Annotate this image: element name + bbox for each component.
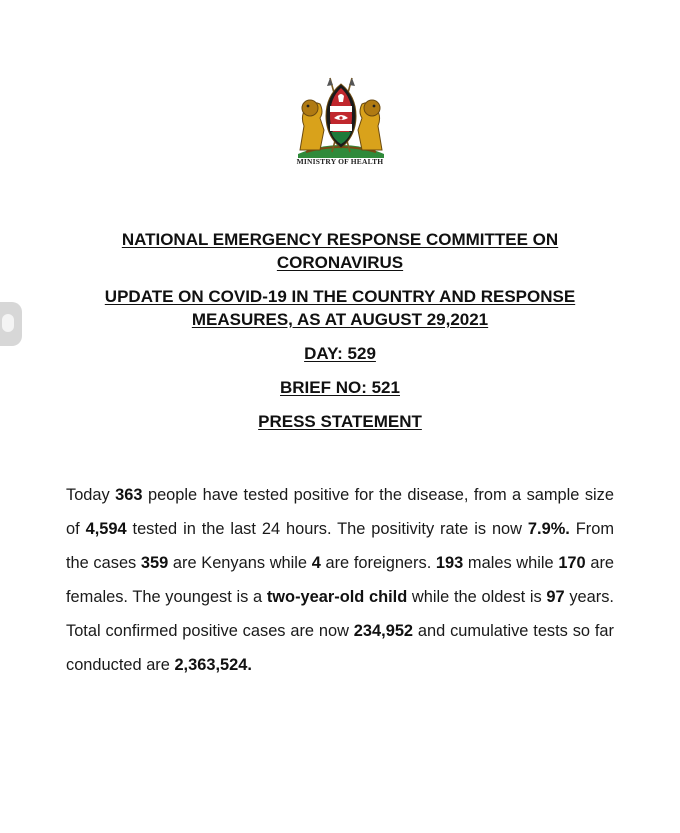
youngest-age: two-year-old child <box>266 588 408 606</box>
total-cases-count: 234,952 <box>353 622 414 640</box>
positivity-rate: 7.9%. <box>527 520 570 538</box>
text-span: people have tested positive for the disease, from a sample size of <box>66 486 614 538</box>
text-span: are foreigners. <box>320 554 436 572</box>
kenyans-count: 359 <box>140 554 169 572</box>
ministry-name: MINISTRY OF HEALTH <box>296 157 384 166</box>
committee-title-line2: CORONAVIRUS <box>276 253 404 272</box>
text-span: males while <box>463 554 559 572</box>
text-span: years. Total confirmed positive cases are now <box>66 588 614 640</box>
text-span: and cumulative tests so far conducted are <box>66 622 615 674</box>
text-span: are females. The youngest is a <box>66 554 615 606</box>
sample-size-count: 4,594 <box>85 520 127 538</box>
update-title-line1: UPDATE ON COVID-19 IN THE COUNTRY AND RESPONSE <box>104 287 576 306</box>
brief-label: BRIEF NO: 521 <box>280 378 400 397</box>
day-number <box>0 342 680 365</box>
positive-today-count: 363 <box>115 486 143 504</box>
text-span: From the cases <box>66 520 614 572</box>
text-span: tested in the last 24 hours. The positivity rate is now <box>126 520 528 538</box>
foreigners-count: 4 <box>311 554 321 572</box>
text-span: while the oldest is <box>407 588 547 606</box>
statement-paragraph <box>66 478 614 682</box>
text-span: are Kenyans while <box>168 554 312 572</box>
oldest-age: 97 <box>546 588 565 606</box>
committee-title <box>0 228 680 274</box>
text-span: Today <box>66 486 116 504</box>
females-count: 170 <box>558 554 586 572</box>
males-count: 193 <box>435 554 464 572</box>
update-title <box>0 285 680 331</box>
total-tests-count: 2,363,524. <box>174 656 252 674</box>
day-label: DAY: 529 <box>304 344 376 363</box>
update-title-line2: MEASURES, AS AT AUGUST 29,2021 <box>191 310 489 329</box>
committee-title-line1: NATIONAL EMERGENCY RESPONSE COMMITTEE ON <box>121 230 559 249</box>
brief-number <box>0 376 680 399</box>
press-statement-label: PRESS STATEMENT <box>258 412 422 431</box>
kenya-coat-of-arms-icon <box>286 72 396 162</box>
press-statement <box>0 410 680 433</box>
